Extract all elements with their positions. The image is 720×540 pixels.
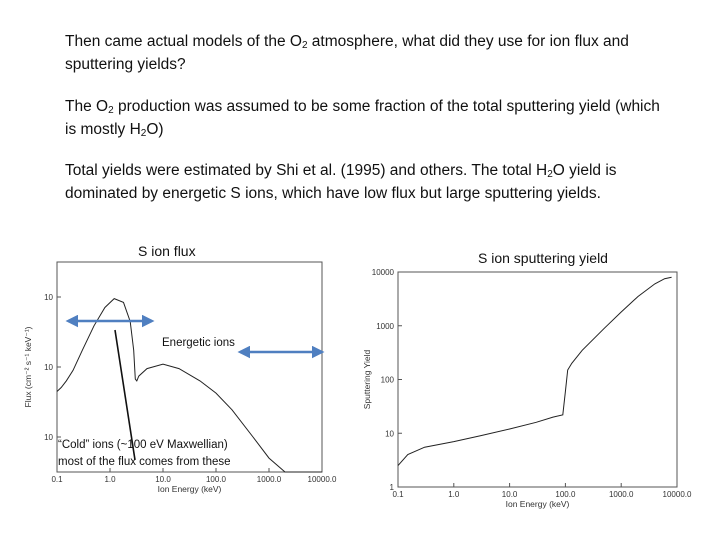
flux-y-axis-label: Flux (cm⁻² s⁻¹ keV⁻¹) bbox=[23, 326, 33, 408]
flux-x-axis-label: Ion Energy (keV) bbox=[157, 484, 222, 494]
yield-y-tick-label: 1 bbox=[389, 483, 394, 492]
p2-text-a: The O bbox=[65, 98, 109, 115]
p2-subscript-1: 2 bbox=[108, 105, 114, 116]
cold-ions-label: “Cold” ions (~100 eV Maxwellian) bbox=[58, 439, 228, 451]
yield-y-tick-label: 10 bbox=[385, 429, 394, 439]
yield-y-axis-label: Sputtering Yield bbox=[362, 349, 372, 410]
p3-subscript: 2 bbox=[547, 169, 553, 180]
flux-x-tick-label: 10000.0 bbox=[307, 475, 337, 484]
p1-text-b: atmosphere, what did they use for ion flux and sputtering yields? bbox=[65, 33, 629, 73]
flux-x-tick-label: 10.0 bbox=[155, 475, 171, 484]
flux-y-tick-label: 10 bbox=[44, 433, 53, 442]
flux-x-tick-label: 100.0 bbox=[205, 475, 227, 484]
p1-subscript: 2 bbox=[301, 40, 308, 51]
flux-x-tick-label: 1.0 bbox=[104, 475, 116, 484]
yield-plot-frame bbox=[398, 272, 677, 487]
yield-x-tick-label: 0.1 bbox=[392, 490, 404, 499]
p3-text-a: Total yields were estimated by Shi et al. (1995) and others. The total H bbox=[65, 162, 548, 179]
yield-y-tick-label: 100 bbox=[380, 375, 394, 385]
flux-chart-caption: S ion flux bbox=[138, 243, 196, 259]
flux-y-ticks bbox=[44, 293, 61, 442]
yield-chart-caption: S ion sputtering yield bbox=[478, 250, 608, 266]
yield-x-ticks bbox=[389, 483, 692, 499]
p2-text-c: O) bbox=[146, 121, 164, 138]
flux-x-tick-label: 1000.0 bbox=[256, 475, 282, 484]
p2-subscript-2: 2 bbox=[140, 128, 147, 139]
yield-y-tick-label: 10000 bbox=[371, 268, 394, 277]
yield-x-tick-label: 1000.0 bbox=[608, 490, 634, 499]
yield-x-tick-label: 1.0 bbox=[448, 490, 460, 499]
cold-ions-note: most of the flux comes from these bbox=[58, 456, 231, 468]
yield-y-ticks bbox=[372, 268, 402, 492]
flux-x-tick-label: 0.1 bbox=[51, 475, 63, 484]
p3-text-b: O yield is dominated by energetic S ions, which have low flux but large sputtering yields. bbox=[65, 162, 617, 202]
flux-y-tick-label: 10 bbox=[44, 363, 53, 372]
yield-x-tick-label: 10.0 bbox=[501, 490, 518, 499]
yield-x-tick-label: 10000.0 bbox=[662, 490, 692, 499]
flux-y-tick-label: 10 bbox=[44, 293, 53, 302]
yield-y-tick-label: 1000 bbox=[376, 321, 394, 331]
flux-x-ticks bbox=[51, 468, 337, 484]
yield-series-line bbox=[398, 277, 672, 465]
p2-text-b: production was assumed to be some fraction of the total sputtering yield (which is mostly H bbox=[65, 98, 660, 138]
yield-x-axis-label: Ion Energy (keV) bbox=[505, 499, 570, 509]
p1-text-a: Then came actual models of the O bbox=[65, 33, 302, 50]
yield-chart bbox=[362, 268, 692, 509]
energetic-ions-label: Energetic ions bbox=[162, 337, 235, 349]
flux-chart bbox=[23, 262, 337, 494]
yield-x-tick-label: 100.0 bbox=[555, 490, 576, 499]
